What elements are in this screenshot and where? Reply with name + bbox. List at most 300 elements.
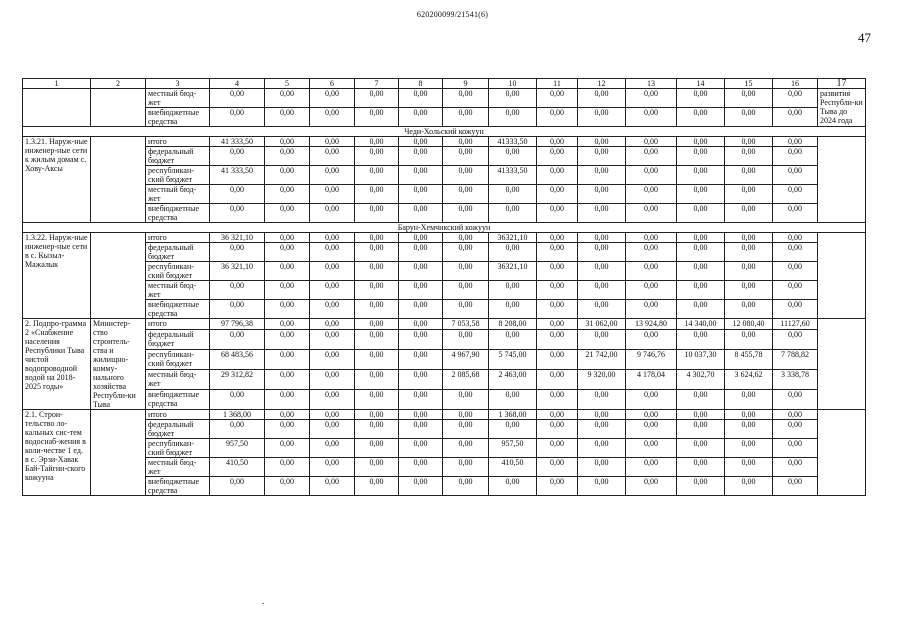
value-cell: 0,00 — [355, 166, 399, 185]
value-cell: 0,00 — [355, 262, 399, 281]
value-cell: 0,00 — [578, 233, 626, 243]
value-cell: 0,00 — [725, 243, 773, 262]
table-row — [23, 477, 866, 496]
value-cell: 31 062,00 — [578, 319, 626, 330]
value-cell: 11127,60 — [773, 319, 818, 330]
expected-result — [818, 137, 866, 223]
value-cell: 0,00 — [677, 262, 725, 281]
value-cell: 0,00 — [310, 300, 355, 319]
value-cell: 0,00 — [677, 185, 725, 204]
funding-source: внебюджетные средства — [146, 477, 210, 496]
expected-result — [818, 233, 866, 319]
section-title: Барун-Хемчикский кожуун — [23, 223, 866, 233]
value-cell: 0,00 — [578, 204, 626, 223]
table-row — [23, 281, 866, 300]
value-cell: 0,00 — [626, 89, 677, 108]
responsible-executor — [91, 137, 146, 223]
value-cell: 0,00 — [489, 329, 537, 349]
value-cell: 0,00 — [265, 477, 310, 496]
value-cell: 0,00 — [677, 439, 725, 458]
header-cell: 17 — [818, 79, 866, 89]
value-cell: 13 924,80 — [626, 319, 677, 330]
value-cell: 0,00 — [310, 243, 355, 262]
value-cell: 0,00 — [443, 281, 489, 300]
funding-source: федеральный бюджет — [146, 420, 210, 439]
value-cell: 0,00 — [725, 262, 773, 281]
value-cell: 0,00 — [443, 477, 489, 496]
value-cell: 1 368,00 — [489, 410, 537, 420]
value-cell: 0,00 — [443, 185, 489, 204]
value-cell: 4 967,90 — [443, 349, 489, 369]
value-cell: 2 085,68 — [443, 369, 489, 389]
value-cell: 957,50 — [210, 439, 265, 458]
value-cell: 0,00 — [210, 204, 265, 223]
value-cell: 36 321,10 — [210, 262, 265, 281]
value-cell: 0,00 — [265, 329, 310, 349]
value-cell: 0,00 — [537, 204, 578, 223]
header-cell: 9 — [443, 79, 489, 89]
value-cell: 0,00 — [725, 420, 773, 439]
value-cell: 0,00 — [725, 137, 773, 147]
value-cell: 0,00 — [773, 204, 818, 223]
value-cell: 0,00 — [443, 204, 489, 223]
value-cell: 0,00 — [725, 89, 773, 108]
value-cell: 0,00 — [626, 147, 677, 166]
value-cell: 0,00 — [677, 477, 725, 496]
value-cell: 0,00 — [443, 262, 489, 281]
table-row — [23, 204, 866, 223]
value-cell: 0,00 — [310, 420, 355, 439]
value-cell: 0,00 — [210, 389, 265, 409]
value-cell: 0,00 — [578, 420, 626, 439]
value-cell: 0,00 — [725, 300, 773, 319]
value-cell: 0,00 — [626, 477, 677, 496]
value-cell: 0,00 — [537, 137, 578, 147]
table-row — [23, 420, 866, 439]
value-cell: 0,00 — [725, 458, 773, 477]
section-row — [23, 127, 866, 137]
value-cell: 0,00 — [677, 137, 725, 147]
value-cell: 0,00 — [310, 262, 355, 281]
value-cell: 0,00 — [310, 233, 355, 243]
responsible-executor — [91, 89, 146, 127]
table-row — [23, 349, 866, 369]
value-cell: 0,00 — [725, 477, 773, 496]
header-cell: 3 — [146, 79, 210, 89]
value-cell: 0,00 — [265, 147, 310, 166]
value-cell: 0,00 — [265, 439, 310, 458]
table-row — [23, 147, 866, 166]
funding-source: итого — [146, 137, 210, 147]
value-cell: 8 455,78 — [725, 349, 773, 369]
table-row — [23, 458, 866, 477]
responsible-executor — [91, 410, 146, 496]
page-number: 47 — [858, 30, 871, 45]
value-cell: 0,00 — [443, 300, 489, 319]
value-cell: 0,00 — [677, 89, 725, 108]
funding-source: местный бюд-жет — [146, 185, 210, 204]
value-cell: 0,00 — [310, 329, 355, 349]
funding-source: республикан-ский бюджет — [146, 262, 210, 281]
value-cell: 36 321,10 — [210, 233, 265, 243]
value-cell: 0,00 — [443, 329, 489, 349]
value-cell: 21 742,00 — [578, 349, 626, 369]
value-cell: 0,00 — [578, 329, 626, 349]
value-cell: 0,00 — [310, 204, 355, 223]
value-cell: 41 333,50 — [210, 137, 265, 147]
funding-source: республикан-ский бюджет — [146, 349, 210, 369]
measure-name: 1.3.22. Наруж-ные инженер-ные сети в с. Кызыл-Мажалык — [23, 233, 91, 319]
value-cell: 4 178,04 — [626, 369, 677, 389]
value-cell: 0,00 — [626, 233, 677, 243]
value-cell: 0,00 — [578, 281, 626, 300]
funding-source: внебюджетные средства — [146, 204, 210, 223]
header-cell: 12 — [578, 79, 626, 89]
funding-source: республикан-ский бюджет — [146, 439, 210, 458]
value-cell: 0,00 — [626, 389, 677, 409]
funding-source: внебюджетные средства — [146, 300, 210, 319]
value-cell: 0,00 — [355, 329, 399, 349]
funding-source: местный бюд-жет — [146, 89, 210, 108]
value-cell: 0,00 — [355, 185, 399, 204]
value-cell: 5 745,00 — [489, 349, 537, 369]
value-cell: 0,00 — [443, 137, 489, 147]
value-cell: 0,00 — [773, 185, 818, 204]
value-cell: 957,50 — [489, 439, 537, 458]
value-cell: 0,00 — [210, 108, 265, 127]
table-row — [23, 439, 866, 458]
value-cell: 0,00 — [626, 439, 677, 458]
value-cell: 0,00 — [489, 108, 537, 127]
value-cell: 1 368,00 — [210, 410, 265, 420]
value-cell: 0,00 — [399, 233, 443, 243]
value-cell: 0,00 — [310, 389, 355, 409]
expected-result: развития Республи-ки Тыва до 2024 года — [818, 89, 866, 127]
value-cell: 0,00 — [355, 204, 399, 223]
value-cell: 0,00 — [210, 300, 265, 319]
value-cell: 0,00 — [355, 300, 399, 319]
value-cell: 0,00 — [443, 439, 489, 458]
value-cell: 0,00 — [677, 300, 725, 319]
value-cell: 0,00 — [399, 89, 443, 108]
value-cell: 0,00 — [399, 319, 443, 330]
value-cell: 0,00 — [489, 185, 537, 204]
value-cell: 0,00 — [210, 147, 265, 166]
funding-source: местный бюд-жет — [146, 458, 210, 477]
value-cell: 0,00 — [773, 300, 818, 319]
value-cell: 0,00 — [626, 458, 677, 477]
value-cell: 0,00 — [578, 410, 626, 420]
table-row — [23, 329, 866, 349]
value-cell: 0,00 — [725, 204, 773, 223]
value-cell: 0,00 — [310, 281, 355, 300]
value-cell: 0,00 — [537, 233, 578, 243]
header-cell: 14 — [677, 79, 725, 89]
header-cell: 11 — [537, 79, 578, 89]
value-cell: 0,00 — [310, 185, 355, 204]
value-cell: 0,00 — [210, 420, 265, 439]
value-cell: 0,00 — [626, 137, 677, 147]
value-cell: 0,00 — [537, 458, 578, 477]
value-cell: 0,00 — [773, 389, 818, 409]
value-cell: 0,00 — [265, 349, 310, 369]
value-cell: 0,00 — [626, 185, 677, 204]
value-cell: 0,00 — [399, 147, 443, 166]
value-cell: 0,00 — [399, 137, 443, 147]
value-cell: 0,00 — [677, 166, 725, 185]
value-cell: 0,00 — [537, 369, 578, 389]
header-cell: 13 — [626, 79, 677, 89]
value-cell: 0,00 — [443, 108, 489, 127]
value-cell: 0,00 — [537, 166, 578, 185]
value-cell: 0,00 — [210, 329, 265, 349]
value-cell: 0,00 — [773, 89, 818, 108]
value-cell: 12 080,40 — [725, 319, 773, 330]
value-cell: 0,00 — [537, 477, 578, 496]
value-cell: 3 624,62 — [725, 369, 773, 389]
value-cell: 0,00 — [725, 439, 773, 458]
value-cell: 0,00 — [310, 319, 355, 330]
measure-name: 2. Подпро-грамма 2 «Снабжение населения Республики Тыва чистой водопроводной водой на 2018-2025 годы» — [23, 319, 91, 410]
value-cell: 0,00 — [537, 389, 578, 409]
value-cell: 0,00 — [725, 166, 773, 185]
value-cell: 10 037,30 — [677, 349, 725, 369]
value-cell: 0,00 — [537, 439, 578, 458]
value-cell: 0,00 — [578, 166, 626, 185]
header-cell: 8 — [399, 79, 443, 89]
funding-source: внебюджетные средства — [146, 389, 210, 409]
value-cell: 0,00 — [578, 458, 626, 477]
value-cell: 0,00 — [578, 389, 626, 409]
value-cell: 0,00 — [773, 420, 818, 439]
value-cell: 0,00 — [677, 204, 725, 223]
value-cell: 0,00 — [677, 410, 725, 420]
value-cell: 0,00 — [626, 281, 677, 300]
responsible-executor: Министер-ство строитель-ства и жилищно-комму-нального хозяйства Республи-ки Тыва — [91, 319, 146, 410]
value-cell: 0,00 — [443, 420, 489, 439]
header-cell: 16 — [773, 79, 818, 89]
value-cell: 0,00 — [537, 262, 578, 281]
header-cell: 2 — [91, 79, 146, 89]
value-cell: 36321,10 — [489, 262, 537, 281]
value-cell: 0,00 — [265, 204, 310, 223]
value-cell: 0,00 — [265, 185, 310, 204]
value-cell: 0,00 — [725, 108, 773, 127]
value-cell: 3 338,78 — [773, 369, 818, 389]
header-cell: 4 — [210, 79, 265, 89]
budget-table — [22, 78, 866, 496]
value-cell: 0,00 — [578, 185, 626, 204]
value-cell: 0,00 — [265, 420, 310, 439]
value-cell: 0,00 — [578, 137, 626, 147]
value-cell: 0,00 — [489, 300, 537, 319]
header-cell: 15 — [725, 79, 773, 89]
measure-name: 1.3.21. Наруж-ные инженер-ные сети к жилым домам с. Хову-Аксы — [23, 137, 91, 223]
value-cell: 0,00 — [443, 458, 489, 477]
section-title: Чеди-Хольский кожуун — [23, 127, 866, 137]
value-cell: 0,00 — [677, 458, 725, 477]
value-cell: 0,00 — [443, 147, 489, 166]
value-cell: 0,00 — [210, 243, 265, 262]
value-cell: 36321,10 — [489, 233, 537, 243]
section-row — [23, 223, 866, 233]
expected-result — [818, 410, 866, 496]
value-cell: 0,00 — [725, 185, 773, 204]
value-cell: 0,00 — [537, 420, 578, 439]
value-cell: 0,00 — [399, 420, 443, 439]
value-cell: 14 340,00 — [677, 319, 725, 330]
table-row — [23, 108, 866, 127]
value-cell: 0,00 — [399, 389, 443, 409]
funding-source: внебюджетные средства — [146, 108, 210, 127]
value-cell: 0,00 — [773, 329, 818, 349]
value-cell: 0,00 — [399, 204, 443, 223]
value-cell: 0,00 — [265, 319, 310, 330]
value-cell: 2 463,00 — [489, 369, 537, 389]
value-cell: 0,00 — [626, 166, 677, 185]
value-cell: 0,00 — [578, 147, 626, 166]
value-cell: 0,00 — [443, 89, 489, 108]
value-cell: 0,00 — [626, 329, 677, 349]
value-cell: 0,00 — [210, 281, 265, 300]
value-cell: 41 333,50 — [210, 166, 265, 185]
value-cell: 0,00 — [626, 262, 677, 281]
value-cell: 0,00 — [677, 329, 725, 349]
value-cell: 0,00 — [210, 185, 265, 204]
value-cell: 0,00 — [399, 349, 443, 369]
value-cell: 0,00 — [443, 243, 489, 262]
value-cell: 0,00 — [489, 389, 537, 409]
value-cell: 0,00 — [355, 369, 399, 389]
value-cell: 0,00 — [537, 243, 578, 262]
value-cell: 0,00 — [725, 281, 773, 300]
value-cell: 0,00 — [725, 389, 773, 409]
value-cell: 0,00 — [355, 410, 399, 420]
header-row — [23, 79, 866, 89]
value-cell: 0,00 — [355, 108, 399, 127]
value-cell: 0,00 — [725, 147, 773, 166]
value-cell: 0,00 — [310, 108, 355, 127]
value-cell: 0,00 — [265, 108, 310, 127]
value-cell: 0,00 — [677, 281, 725, 300]
value-cell: 0,00 — [310, 410, 355, 420]
value-cell: 0,00 — [773, 477, 818, 496]
value-cell: 0,00 — [355, 233, 399, 243]
value-cell: 0,00 — [399, 410, 443, 420]
table-row — [23, 233, 866, 243]
value-cell: 0,00 — [725, 329, 773, 349]
value-cell: 0,00 — [773, 262, 818, 281]
value-cell: 0,00 — [578, 262, 626, 281]
value-cell: 0,00 — [399, 477, 443, 496]
value-cell: 0,00 — [355, 439, 399, 458]
value-cell: 0,00 — [626, 204, 677, 223]
funding-source: итого — [146, 233, 210, 243]
value-cell: 0,00 — [489, 420, 537, 439]
table-row — [23, 185, 866, 204]
value-cell: 0,00 — [265, 262, 310, 281]
value-cell: 0,00 — [489, 89, 537, 108]
value-cell: 0,00 — [355, 89, 399, 108]
value-cell: 0,00 — [626, 300, 677, 319]
value-cell: 0,00 — [773, 137, 818, 147]
funding-source: федеральный бюджет — [146, 147, 210, 166]
value-cell: 0,00 — [578, 89, 626, 108]
value-cell: 0,00 — [355, 243, 399, 262]
value-cell: 0,00 — [725, 233, 773, 243]
funding-source: федеральный бюджет — [146, 329, 210, 349]
value-cell: 0,00 — [489, 204, 537, 223]
value-cell: 0,00 — [210, 89, 265, 108]
table-row — [23, 243, 866, 262]
value-cell: 0,00 — [489, 147, 537, 166]
expected-result — [818, 319, 866, 410]
value-cell: 410,50 — [210, 458, 265, 477]
value-cell: 0,00 — [773, 166, 818, 185]
value-cell: 0,00 — [265, 369, 310, 389]
value-cell: 0,00 — [310, 458, 355, 477]
value-cell: 68 483,56 — [210, 349, 265, 369]
value-cell: 0,00 — [773, 108, 818, 127]
table-row — [23, 137, 866, 147]
value-cell: 0,00 — [265, 281, 310, 300]
value-cell: 0,00 — [537, 410, 578, 420]
value-cell: 0,00 — [265, 243, 310, 262]
value-cell: 0,00 — [355, 137, 399, 147]
value-cell: 0,00 — [310, 349, 355, 369]
value-cell: 0,00 — [773, 147, 818, 166]
value-cell: 0,00 — [578, 300, 626, 319]
table-row — [23, 89, 866, 108]
value-cell: 0,00 — [443, 389, 489, 409]
value-cell: 0,00 — [210, 477, 265, 496]
value-cell: 0,00 — [399, 243, 443, 262]
value-cell: 9 320,00 — [578, 369, 626, 389]
value-cell: 0,00 — [399, 185, 443, 204]
value-cell: 0,00 — [355, 458, 399, 477]
value-cell: 0,00 — [310, 166, 355, 185]
value-cell: 0,00 — [443, 233, 489, 243]
value-cell: 0,00 — [537, 281, 578, 300]
value-cell: 0,00 — [399, 262, 443, 281]
value-cell: 0,00 — [265, 389, 310, 409]
header-cell: 1 — [23, 79, 91, 89]
value-cell: 0,00 — [399, 166, 443, 185]
value-cell: 0,00 — [626, 410, 677, 420]
value-cell: 0,00 — [578, 439, 626, 458]
value-cell: 0,00 — [310, 477, 355, 496]
value-cell: 0,00 — [626, 243, 677, 262]
table-row — [23, 166, 866, 185]
value-cell: 0,00 — [773, 281, 818, 300]
value-cell: 0,00 — [265, 233, 310, 243]
value-cell: 7 053,58 — [443, 319, 489, 330]
table-row — [23, 262, 866, 281]
table-row — [23, 300, 866, 319]
funding-source: республикан-ский бюджет — [146, 166, 210, 185]
value-cell: 0,00 — [677, 420, 725, 439]
value-cell: 0,00 — [537, 108, 578, 127]
value-cell: 0,00 — [773, 243, 818, 262]
value-cell: 0,00 — [773, 439, 818, 458]
measure-name: 2.1. Строи-тельство ло-кальных сис-тем водоснаб-жения в коли-честве 1 ед. в с. Эрзи-Хавак Бай-Тайгин-ского кожууна — [23, 410, 91, 496]
value-cell: 41333,50 — [489, 166, 537, 185]
value-cell: 29 312,82 — [210, 369, 265, 389]
value-cell: 0,00 — [265, 89, 310, 108]
value-cell: 0,00 — [489, 477, 537, 496]
funding-source: местный бюд-жет — [146, 281, 210, 300]
value-cell: 0,00 — [677, 243, 725, 262]
